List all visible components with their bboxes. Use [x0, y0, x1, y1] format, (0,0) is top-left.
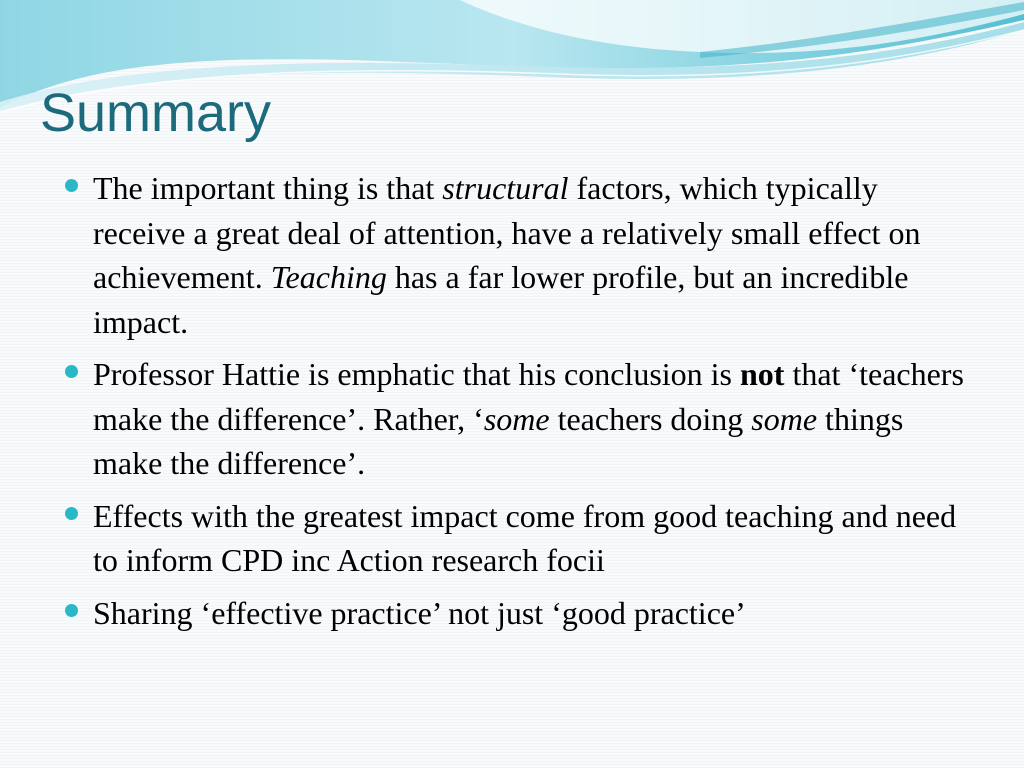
bullet-text-segment: some — [483, 400, 550, 437]
bullet-item — [64, 166, 964, 344]
bullet-text-segment: Sharing ‘effective practice’ not just ‘good practice’ — [93, 594, 746, 631]
slide-title: Summary — [40, 83, 272, 143]
bullet-marker-icon — [65, 179, 78, 192]
bullet-item — [64, 352, 964, 486]
bullet-text-segment: some — [751, 400, 818, 437]
bullet-text — [93, 356, 964, 481]
bullet-text-segment: Professor Hattie is emphatic that his conclusion is — [93, 356, 740, 392]
bullet-text-segment: not — [740, 356, 785, 392]
bullet-text-segment: structural — [442, 170, 569, 206]
bullet-list — [64, 166, 964, 643]
bullet-text — [93, 595, 746, 631]
bullet-text-segment: things make the difference’. — [93, 400, 904, 481]
bullet-marker-icon — [65, 604, 78, 617]
bullet-text-segment: has a far lower profile, but an incredible impact. — [93, 259, 909, 340]
bullet-text-segment: teachers doing — [549, 400, 752, 437]
bullet-item — [64, 591, 964, 636]
bullet-text-segment: Effects with the greatest impact come from good teaching and need to inform CPD inc Action research focii — [93, 497, 957, 578]
bullet-text-segment: that ‘teachers make the difference’. Rather, ‘ — [93, 356, 964, 437]
bullet-text — [93, 170, 920, 340]
bullet-marker-icon — [65, 507, 78, 520]
bullet-text-segment: The important thing is that — [93, 170, 443, 206]
bullet-text-segment: factors, which typically receive a great deal of attention, have a relatively small effect on achievement. — [93, 170, 921, 295]
bullet-marker-icon — [65, 365, 78, 378]
bullet-text — [93, 498, 956, 579]
bullet-text-segment: Teaching — [270, 259, 387, 295]
bullet-item — [64, 494, 964, 583]
